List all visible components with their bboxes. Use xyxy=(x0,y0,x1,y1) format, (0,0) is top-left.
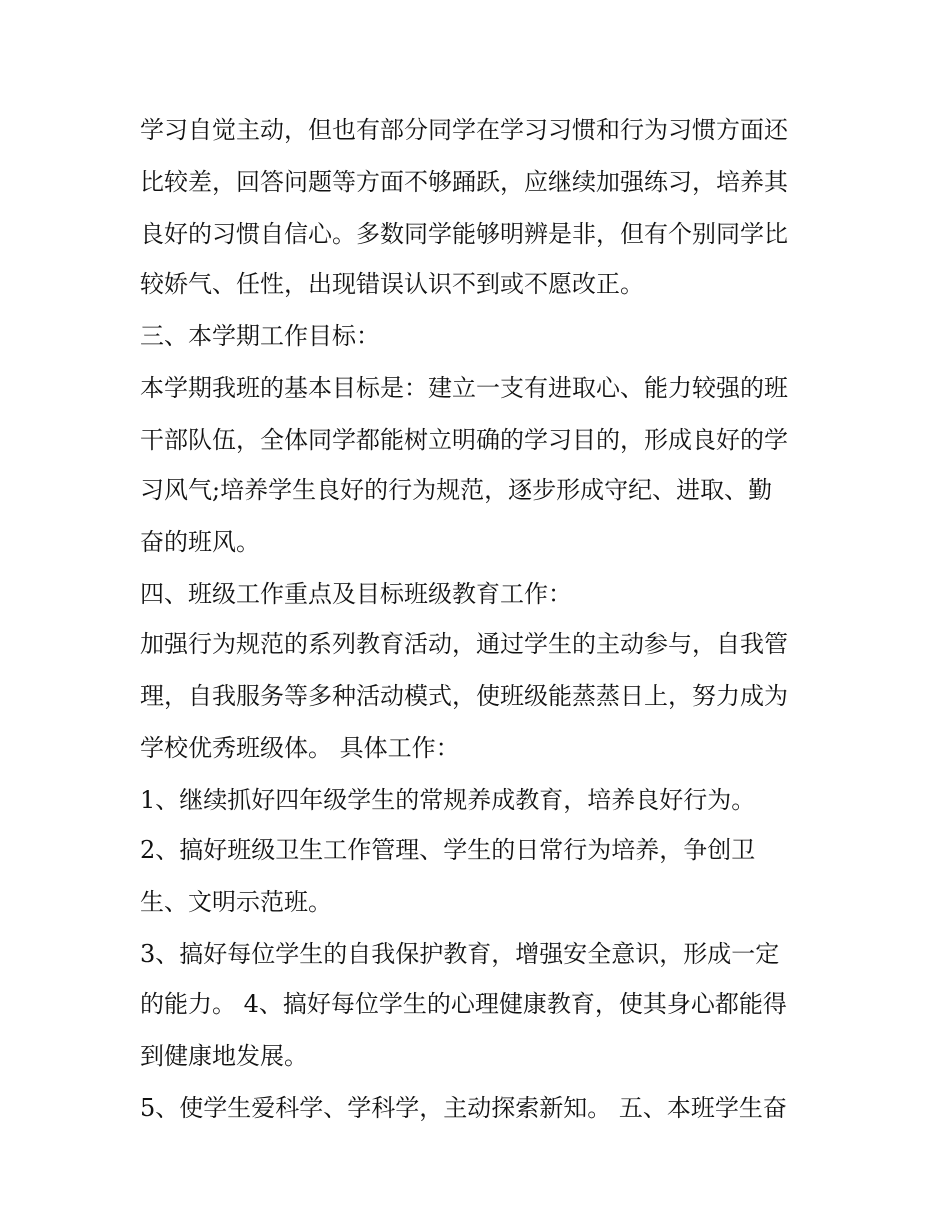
list-item-1: 1、继续抓好四年级学生的常规养成教育，培养良好行为。 xyxy=(140,786,756,814)
section-heading-4: 四、班级工作重点及目标班级教育工作： xyxy=(140,580,572,608)
text-line-8: 习风气;培养学生良好的行为规范，逐步形成守纪、进取、勤 xyxy=(140,476,773,504)
list-item-2-cont: 生、文明示范班。 xyxy=(140,888,332,916)
list-item-3: 3、搞好每位学生的自我保护教育，增强安全意识，形成一定 xyxy=(140,940,780,968)
text-line-7: 干部队伍，全体同学都能树立明确的学习目的，形成良好的学 xyxy=(140,426,788,454)
text-line-13: 学校优秀班级体。 具体工作： xyxy=(140,734,460,762)
text-line-1: 学习自觉主动，但也有部分同学在学习习惯和行为习惯方面还 xyxy=(140,116,788,144)
text-line-11: 加强行为规范的系列教育活动，通过学生的主动参与，自我管 xyxy=(140,630,788,658)
text-line-12: 理，自我服务等多种活动模式，使班级能蒸蒸日上，努力成为 xyxy=(140,682,788,710)
text-line-2: 比较差，回答问题等方面不够踊跃，应继续加强练习，培养其 xyxy=(140,168,788,196)
text-line-3: 良好的习惯自信心。多数同学能够明辨是非，但有个别同学比 xyxy=(140,220,788,248)
list-item-4-cont: 到健康地发展。 xyxy=(140,1042,308,1070)
text-line-9: 奋的班风。 xyxy=(140,528,260,556)
text-line-6: 本学期我班的基本目标是：建立一支有进取心、能力较强的班 xyxy=(140,374,788,402)
text-line-4: 较娇气、任性，出现错误认识不到或不愿改正。 xyxy=(140,270,644,298)
list-item-3-cont: 的能力。 4、搞好每位学生的心理健康教育，使其身心都能得 xyxy=(140,990,787,1018)
list-item-2: 2、搞好班级卫生工作管理、学生的日常行为培养，争创卫 xyxy=(140,836,756,864)
section-heading-3: 三、本学期工作目标： xyxy=(140,322,380,350)
list-item-5: 5、使学生爱科学、学科学，主动探索新知。 五、本班学生奋 xyxy=(140,1094,787,1122)
